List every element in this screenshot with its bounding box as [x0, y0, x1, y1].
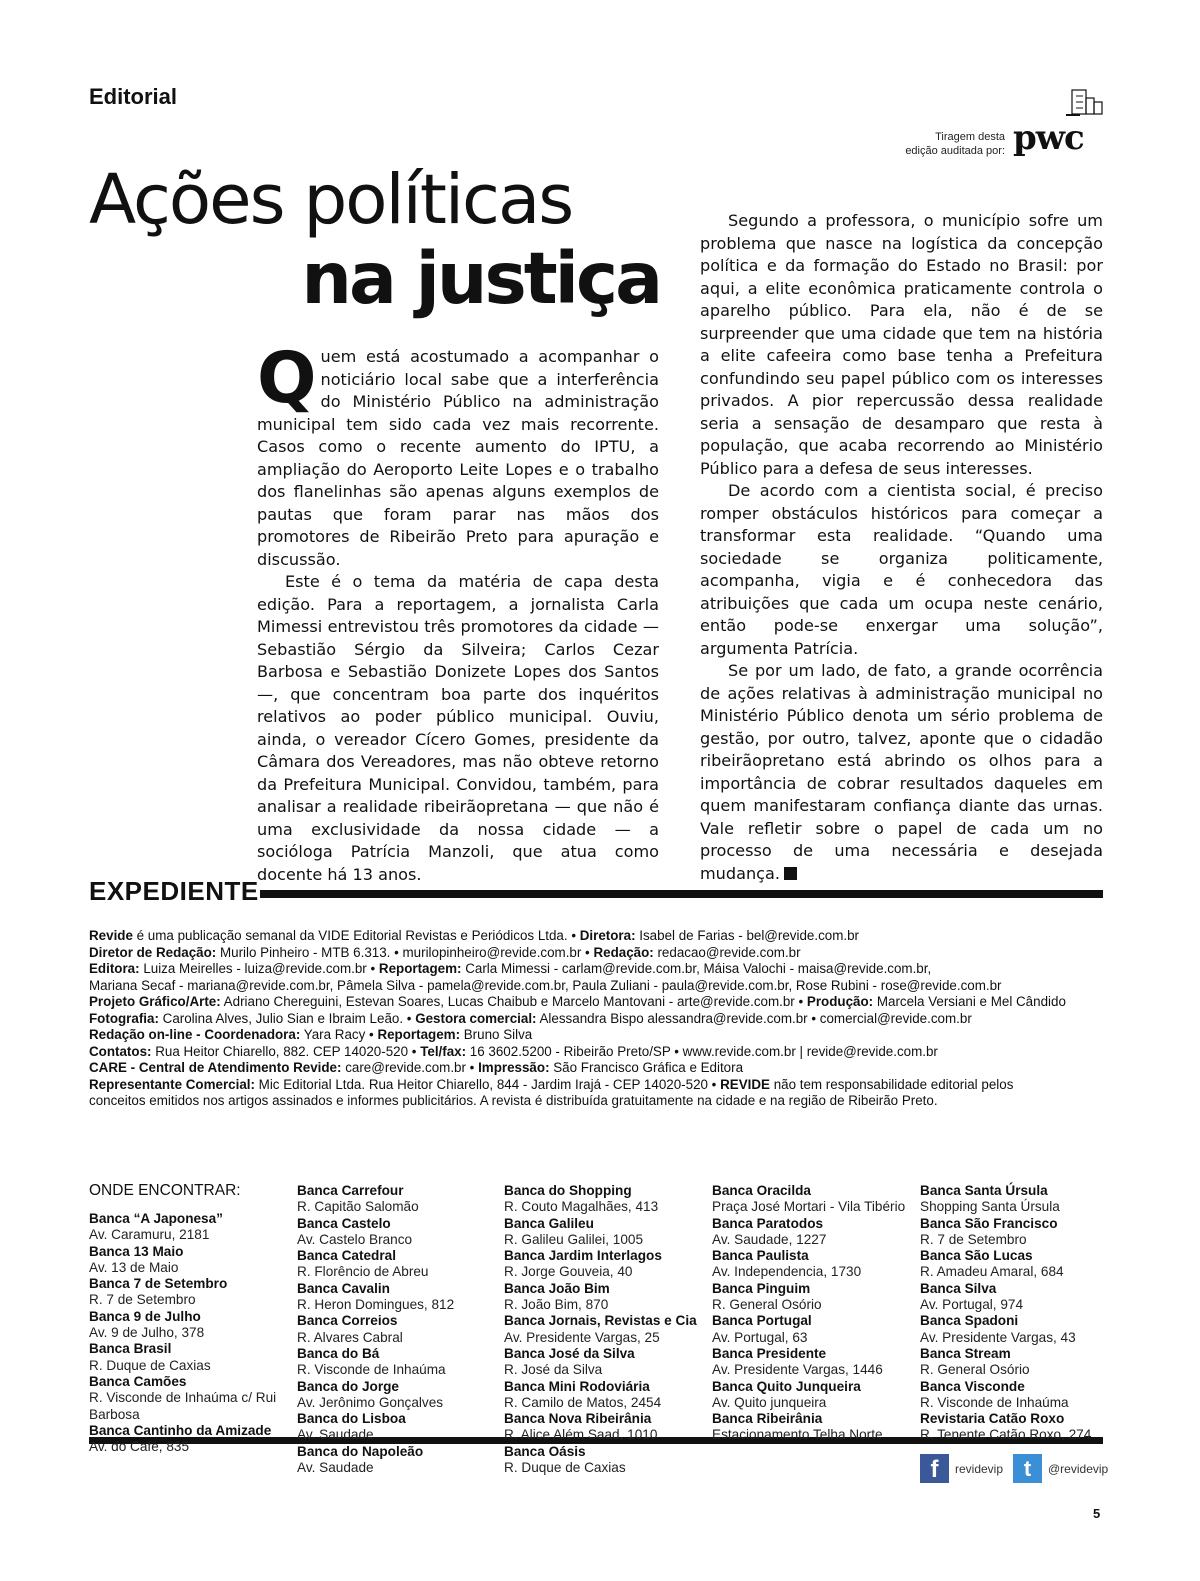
newsstand-name: Banca Castelo: [297, 1215, 391, 1231]
newsstand-item: [504, 1281, 704, 1314]
newsstand-item: [920, 1346, 1120, 1379]
facebook-link[interactable]: [920, 1454, 1003, 1483]
newsstand-name: Revistaria Catão Roxo: [920, 1411, 1065, 1427]
newsstand-item: [297, 1444, 497, 1477]
newsstand-address: R. Duque de Caxias: [504, 1460, 626, 1476]
article-paragraph: Segundo a professora, o município sofre um problema que nasce na logística da concepção política e da formação do Estado no Brasil: por aqui, a elite econômica praticamente controla o aparelho público. Para ela, não é de se surpreender que uma cidade que tem na história a elite cafeeira como base tenha a Prefeitura confundindo seu papel público com os interesses privados. A pior repercussão dessa realidade seria a sensação de desamparo que resta à população, que acaba recorrendo ao Ministério Público para a defesa de seus interesses.: [700, 211, 1103, 478]
article-paragraph: [257, 337, 659, 571]
newsstand-address: R. Florêncio de Abreu: [297, 1264, 429, 1280]
newsstand-item: [920, 1248, 1120, 1281]
newsstand-item: [920, 1313, 1120, 1346]
newsstand-item: [920, 1281, 1120, 1314]
text: Murilo Pinheiro - MTB 6.313. • murilopinheiro@revide.com.br •: [216, 944, 594, 960]
newsstand-address: Av. Saudade: [297, 1460, 374, 1476]
newsstand-name: Banca Cantinho da Amizade: [89, 1422, 272, 1438]
newsstand-item: [920, 1411, 1120, 1444]
newsstand-item: [297, 1216, 497, 1249]
text: redacao@revide.com.br: [653, 944, 801, 960]
newsstand-item: [89, 1309, 284, 1342]
newsstand-item: [920, 1183, 1120, 1216]
newsstand-name: Banca Spadoni: [920, 1313, 1019, 1329]
facebook-handle: revidevip: [955, 1461, 1004, 1476]
facebook-icon: f: [920, 1454, 949, 1483]
expediente-line: [89, 1093, 1103, 1110]
newsstand-item: [89, 1423, 284, 1456]
newsstand-address: Shopping Santa Úrsula: [920, 1199, 1060, 1215]
newsstand-name: Banca Oracilda: [712, 1183, 811, 1198]
label: Projeto Gráfico/Arte:: [89, 994, 221, 1009]
newsstand-item: [504, 1183, 704, 1216]
page-number: 5: [1093, 1506, 1101, 1521]
newsstand-item: [504, 1248, 704, 1281]
twitter-icon: t: [1013, 1454, 1042, 1483]
newsstand-name: Banca Paratodos: [712, 1215, 824, 1231]
newsstand-name: Banca 13 Maio: [89, 1243, 184, 1259]
newsstand-item: [920, 1216, 1120, 1249]
label: Gestora comercial:: [415, 1010, 537, 1026]
twitter-link[interactable]: [1013, 1454, 1108, 1483]
text: Mariana Secaf - mariana@revide.com.br, Pâmela Silva - pamela@revide.com.br, Paula Zuliani - paula@revide.com.br, Rose Rubini - rose@revide.com.br: [89, 977, 1002, 993]
label: REVIDE: [720, 1076, 770, 1092]
newsstand-name: Banca Nova Ribeirânia: [504, 1411, 652, 1427]
label: Reportagem:: [378, 961, 462, 976]
newsstand-address: Av. Saudade, 1227: [712, 1231, 827, 1247]
newsstand-name: Banca do Jorge: [297, 1378, 399, 1394]
newsstand-name: Banca Oásis: [504, 1443, 586, 1459]
newsstand-item: [504, 1411, 704, 1444]
label: Representante Comercial:: [89, 1076, 255, 1092]
newsstand-item: [297, 1313, 497, 1346]
newsstand-name: Banca Visconde: [920, 1378, 1025, 1394]
newsstand-address: Av. 9 de Julho, 378: [89, 1325, 205, 1341]
newsstand-name: Banca Silva: [920, 1280, 997, 1296]
newsstand-name: Banca do Bá: [297, 1345, 380, 1361]
newsstand-name: Banca Paulista: [712, 1248, 809, 1264]
newsstand-address: R. General Osório: [712, 1297, 822, 1313]
newsstand-item: [89, 1374, 284, 1423]
newsstand-address: R. General Osório: [920, 1362, 1030, 1378]
expediente-line: [89, 1011, 1103, 1028]
expediente-line: [89, 1027, 1103, 1044]
text: não tem responsabilidade editorial pelos: [769, 1076, 1014, 1092]
text: São Francisco Gráfica e Editora: [549, 1060, 744, 1075]
drop-cap: Q: [257, 337, 317, 419]
newsstand-item: [89, 1244, 284, 1277]
label: Tel/fax:: [420, 1043, 467, 1059]
newsstand-address: R. Amadeu Amaral, 684: [920, 1264, 1064, 1280]
text: Mic Editorial Ltda. Rua Heitor Chiarello, 844 - Jardim Irajá - CEP 14020-520 •: [254, 1076, 721, 1092]
text: Luiza Meirelles - luiza@revide.com.br •: [139, 961, 379, 976]
section-label: Editorial: [89, 84, 178, 109]
newsstand-name: Banca “A Japonesa”: [89, 1211, 223, 1226]
expediente-line: [89, 994, 1103, 1011]
text: 16 3602.5200 - Ribeirão Preto/SP • www.revide.com.br | revide@revide.com.br: [466, 1043, 938, 1059]
expediente-line: [89, 1060, 1103, 1077]
label: CARE - Central de Atendimento Revide:: [89, 1060, 342, 1075]
label: Reportagem:: [377, 1027, 461, 1042]
newsstand-name: Banca Santa Úrsula: [920, 1183, 1048, 1198]
newsstand-name: Banca Brasil: [89, 1341, 172, 1357]
newsstand-item: [297, 1183, 497, 1216]
newsstand-name: Banca Galileu: [504, 1215, 594, 1231]
article-column-2: [700, 210, 1103, 885]
expediente-line: [89, 928, 1103, 945]
newsstand-list: [504, 1183, 704, 1476]
expediente-line: [89, 1044, 1103, 1061]
newsstand-list: [712, 1183, 912, 1444]
label: Revide: [89, 928, 133, 943]
text: Carolina Alves, Julio Sian e Ibraim Leão. •: [158, 1010, 416, 1026]
newsstand-item: [712, 1379, 912, 1412]
expediente-body: [89, 928, 1103, 1110]
text: Bruno Silva: [460, 1027, 533, 1042]
expediente-line: [89, 961, 1103, 978]
newsstand-address: Av. Portugal, 63: [712, 1329, 808, 1345]
newsstand-name: Banca São Francisco: [920, 1215, 1058, 1231]
newsstand-address: R. Visconde de Inhaúma: [297, 1362, 446, 1378]
newsstand-address: Av. Castelo Branco: [297, 1231, 413, 1247]
newsstand-column: [504, 1183, 704, 1476]
newsstand-address: R. Capitão Salomão: [297, 1199, 419, 1215]
text: conceitos emitidos nos artigos assinados e informes publicitários. A revista é distribuída gratuitamente na cidade e na região de Ribeirão Preto.: [89, 1093, 938, 1108]
newsstand-item: [297, 1281, 497, 1314]
newsstand-address: R. Camilo de Matos, 2454: [504, 1394, 662, 1410]
expediente-line: [89, 978, 1103, 995]
newsstand-address: Praça José Mortari - Vila Tibério: [712, 1199, 906, 1215]
label: Diretora:: [579, 928, 636, 943]
newsstand-column: [712, 1183, 912, 1444]
newsstand-name: Banca Camões: [89, 1373, 187, 1389]
label: Editora:: [89, 961, 140, 976]
newsstand-address: R. 7 de Setembro: [89, 1292, 196, 1308]
newsstand-address: R. Visconde de Inhaúma c/ Rui Barbosa: [89, 1390, 277, 1422]
newsstand-address: Av. Independencia, 1730: [712, 1264, 862, 1280]
expediente-line: [89, 1077, 1103, 1094]
article-paragraph: De acordo com a cientista social, é preciso romper obstáculos históricos para começar a transformar esta realidade. “Quando uma sociedade se organiza politicamente, acompanha, vigia e é conhecedora das atribuições que cada um ocupa neste cenário, então pode-se enxergar uma solução”, argumenta Patrícia.: [700, 481, 1103, 658]
newsstand-address: R. Alice Além Saad, 1010: [504, 1427, 658, 1443]
newsstand-name: Banca Pinguim: [712, 1280, 811, 1296]
newsstand-address: R. Tenente Catão Roxo, 274: [920, 1427, 1092, 1443]
newsstand-address: R. Duque de Caxias: [89, 1357, 211, 1373]
newsstand-name: Banca Carrefour: [297, 1183, 404, 1198]
newsstand-name: Banca Mini Rodoviária: [504, 1378, 650, 1394]
newsstand-item: [712, 1183, 912, 1216]
newsstand-address: Av. do Café, 835: [89, 1439, 190, 1455]
newsstand-address: R. José da Silva: [504, 1362, 603, 1378]
expediente-title: EXPEDIENTE: [89, 876, 259, 906]
newsstand-address: Av. Presidente Vargas, 43: [920, 1329, 1076, 1345]
newsstand-name: Banca Stream: [920, 1345, 1011, 1361]
article-paragraph: Este é o tema da matéria de capa desta edição. Para a reportagem, a jornalista Carla Mimessi entrevistou três promotores da cidade — Sebastião Sérgio da Silveira; Carlos Cezar Barbosa e Sebastião Donizete Lopes dos Santos —, que concentram boa parte dos inquéritos relativos ao poder público municipal. Ouviu, ainda, o vereador Cícero Gomes, presidente da Câmara dos Vereadores, mas não obteve retorno da Prefeitura Municipal. Convidou, também, para analisar a realidade ribeirãopretana — que não é uma exclusividade da nossa cidade — a socióloga Patrícia Manzoli, que atua como docente há 13 anos.: [257, 572, 659, 884]
newsstand-item: [504, 1313, 704, 1346]
newsstand-list: [89, 1211, 284, 1455]
newsstand-item: [297, 1411, 497, 1444]
newsstand-address: Estacionamento Telha Norte: [712, 1427, 883, 1443]
newsstand-name: Banca Ribeirânia: [712, 1411, 823, 1427]
newsstand-name: Banca João Bim: [504, 1280, 610, 1296]
newsstand-name: Banca Quito Junqueira: [712, 1378, 861, 1394]
label: Diretor de Redação:: [89, 944, 217, 960]
newsstand-name: Banca do Lisboa: [297, 1411, 406, 1427]
newsstand-item: [297, 1248, 497, 1281]
newsstand-address: R. Visconde de Inhaúma: [920, 1394, 1069, 1410]
newsstand-name: Banca Cavalin: [297, 1280, 390, 1296]
text: care@revide.com.br •: [341, 1060, 479, 1075]
newsstand-item: [504, 1379, 704, 1412]
newsstand-name: Banca Jornais, Revistas e Cia: [504, 1313, 697, 1329]
newsstand-name: Banca São Lucas: [920, 1248, 1033, 1264]
paragraph-text: uem está acostumado a acompanhar o noticiário local sabe que a interferência do Ministério Público na administração municipal tem sido cada vez mais recorrente. Casos como o recente aumento do IPTU, a ampliação do Aeroporto Leite Lopes e o trabalho dos flanelinhas são apenas alguns exemplos de pautas que foram parar nas mãos dos promotores de Ribeirão Preto para apuração e discussão.: [257, 347, 659, 569]
newsstand-item: [712, 1346, 912, 1379]
newsstand-name: Banca Correios: [297, 1313, 398, 1329]
label: Fotografia:: [89, 1010, 159, 1026]
text: Marcela Versiani e Mel Cândido: [873, 994, 1066, 1009]
newsstand-list: [297, 1183, 497, 1476]
onde-encontrar-heading: ONDE ENCONTRAR:: [89, 1182, 241, 1199]
newsstand-item: [504, 1346, 704, 1379]
newsstand-name: Banca Portugal: [712, 1313, 812, 1329]
audit-text: Tiragem desta edição auditada por:: [905, 131, 1005, 157]
newsstand-address: R. Alvares Cabral: [297, 1329, 403, 1345]
newsstand-item: [712, 1411, 912, 1444]
newsstand-item: [297, 1346, 497, 1379]
newsstand-name: Banca Jardim Interlagos: [504, 1248, 662, 1264]
label: Contatos:: [89, 1043, 152, 1059]
newsstand-item: [712, 1281, 912, 1314]
newsstand-address: Av. Presidente Vargas, 25: [504, 1329, 660, 1345]
newsstand-name: Banca do Shopping: [504, 1183, 632, 1198]
newsstand-name: Banca Presidente: [712, 1345, 827, 1361]
newsstand-address: R. Couto Magalhães, 413: [504, 1199, 659, 1215]
text: Alessandra Bispo alessandra@revide.com.br • comercial@revide.com.br: [536, 1010, 972, 1026]
newsstand-address: R. 7 de Setembro: [920, 1231, 1027, 1247]
newsstand-item: [712, 1248, 912, 1281]
newsstand-address: R. Galileu Galilei, 1005: [504, 1231, 644, 1247]
newsstand-item: [89, 1276, 284, 1309]
newsstand-name: Banca 7 de Setembro: [89, 1276, 228, 1292]
text: é uma publicação semanal da VIDE Editorial Revistas e Periódicos Ltda. •: [132, 928, 580, 943]
newsstand-name: Banca Catedral: [297, 1248, 396, 1264]
article-paragraph: [700, 660, 1103, 885]
headline-line-2: na justiça: [301, 237, 660, 320]
newsstand-item: [920, 1379, 1120, 1412]
newsstand-address: R. Heron Domingues, 812: [297, 1297, 455, 1313]
divider: [260, 890, 1103, 898]
newsstand-address: Av. Caramuru, 2181: [89, 1227, 210, 1243]
newsstand-item: [504, 1444, 704, 1477]
text: Carla Mimessi - carlam@revide.com.br, Máisa Valochi - maisa@revide.com.br,: [461, 961, 932, 976]
newsstand-column: [297, 1183, 497, 1476]
newsstand-address: R. Jorge Gouveia, 40: [504, 1264, 633, 1280]
newsstand-item: [504, 1216, 704, 1249]
newsstand-item: [712, 1313, 912, 1346]
newsstand-list: [920, 1183, 1120, 1444]
building-logo-icon: [1066, 88, 1106, 116]
newsstand-column: [89, 1181, 284, 1455]
text: Rua Heitor Chiarello, 882. CEP 14020-520 •: [151, 1043, 421, 1059]
newsstand-name: Banca José da Silva: [504, 1345, 635, 1361]
newsstand-address: Av. Quito junqueira: [712, 1394, 827, 1410]
twitter-handle: @revidevip: [1048, 1461, 1109, 1476]
newsstand-column: [920, 1183, 1120, 1444]
text: Isabel de Farias - bel@revide.com.br: [635, 928, 860, 943]
newsstand-address: Av. Portugal, 974: [920, 1297, 1024, 1313]
newsstand-item: [89, 1341, 284, 1374]
label: Impressão:: [478, 1060, 550, 1075]
label: Redação on-line - Coordenadora:: [89, 1027, 301, 1042]
newsstand-name: Banca do Napoleão: [297, 1443, 424, 1459]
paragraph-text: Se por um lado, de fato, a grande ocorrência de ações relativas à administração municipal no Ministério Público denota um sério problema de gestão, por outro, talvez, aponte que o cidadão ribeirãopretano está abrindo os olhos para a importância de cobrar resultados daqueles em quem manifestaram confiança diante das urnas. Vale refletir sobre o papel de cada um no processo de uma necessária e desejada mudança.: [700, 661, 1103, 883]
newsstand-address: Av. Presidente Vargas, 1446: [712, 1362, 883, 1378]
newsstand-item: [712, 1216, 912, 1249]
newsstand-address: Av. Saudade: [297, 1427, 374, 1443]
text: Yara Racy •: [300, 1027, 378, 1042]
article-column-1: [257, 337, 659, 886]
pwc-logo: pwc: [1013, 118, 1084, 158]
end-mark-icon: [784, 867, 797, 880]
label: Redação:: [593, 944, 654, 960]
newsstand-address: Av. 13 de Maio: [89, 1259, 179, 1275]
text: Adriano Chereguini, Estevan Soares, Lucas Chaibub e Marcelo Mantovani - arte@revide.com.br •: [220, 994, 807, 1009]
newsstand-address: R. João Bim, 870: [504, 1297, 609, 1313]
newsstand-name: Banca 9 de Julho: [89, 1308, 201, 1324]
newsstand-item: [89, 1211, 284, 1244]
label: Produção:: [806, 994, 874, 1009]
headline-line-1: Ações políticas: [89, 160, 573, 240]
expediente-line: [89, 945, 1103, 962]
newsstand-address: Av. Jerônimo Gonçalves: [297, 1394, 444, 1410]
newsstand-item: [297, 1379, 497, 1412]
